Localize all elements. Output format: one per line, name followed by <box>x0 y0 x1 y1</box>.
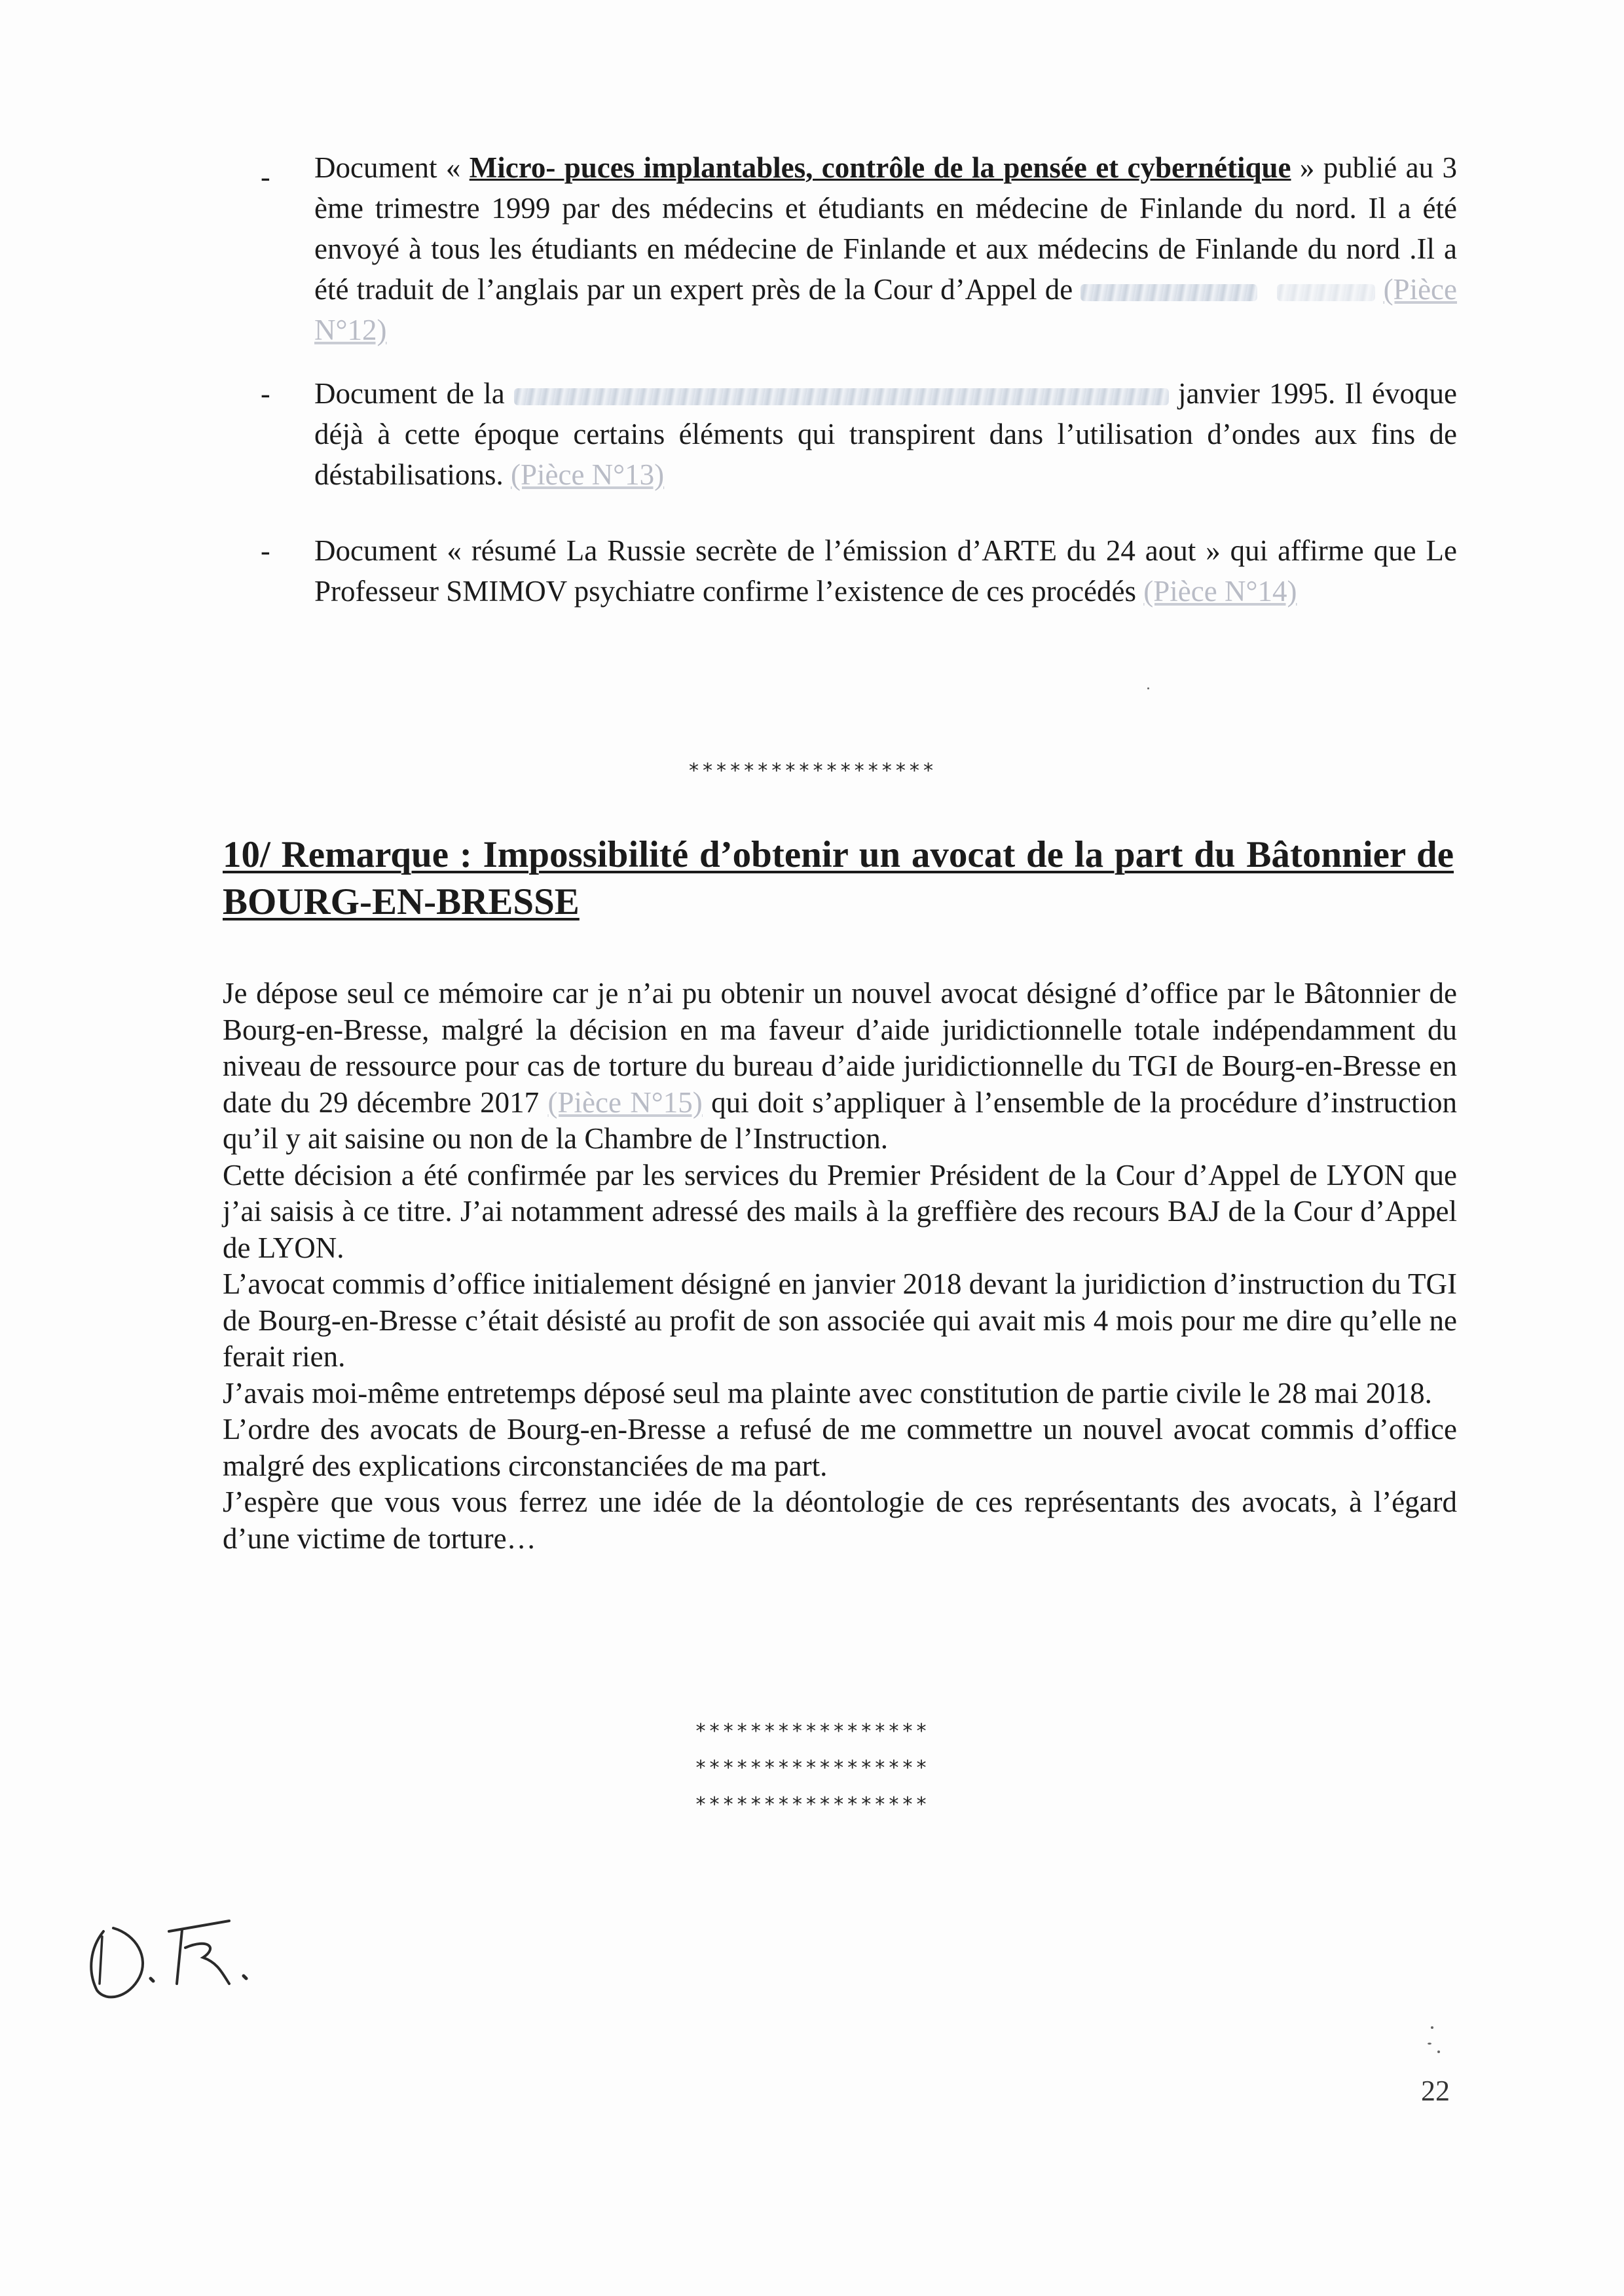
paragraph <box>223 975 1457 1157</box>
redacted-text <box>1277 284 1375 301</box>
signature-initials <box>77 1886 274 2016</box>
paragraph: Cette décision a été confirmée par les services du Premier Président de la Cour d’Appel de LYON que j’ai saisis à ce titre. J’ai notamment adressé des mails à la greffière des recours BAJ de la Cour d’Appel de LYON. <box>223 1158 1457 1264</box>
paragraph: L’ordre des avocats de Bourg-en-Bresse a refusé de me commettre un nouvel avocat commis d’office malgré des explications circonstanciées de ma part. <box>223 1413 1457 1482</box>
separator-stars: ***************** <box>694 1793 930 1816</box>
bullet-dash: - <box>261 378 270 410</box>
paragraph: L’avocat commis d’office initialement désigné en janvier 2018 devant la juridiction d’instruction du TGI de Bourg-en-Bresse c’était désisté au profit de son associée qui avait mis 4 mois pour me dire qu’elle ne ferait rien. <box>223 1267 1457 1373</box>
bullet-text <box>314 373 1457 495</box>
scan-speck <box>1431 2026 1433 2029</box>
bullet-description: janvier 1995. Il évoque déjà à cette époque certains éléments qui transpirent dans l’utilisation d’ondes aux fins de déstabilisations. <box>314 377 1458 491</box>
bullet-description: » publié au 3 ème trimestre 1999 par des médecins et étudiants en médecine de Finlande du nord. Il a été envoyé à tous les étudiants en médecine de Finlande et aux médecins de Finlande du nord .Il a été traduit de l’anglais par un expert près de la Cour d’Appel de <box>314 151 1457 306</box>
scan-speck <box>1147 687 1149 689</box>
paragraph: J’avais moi-même entretemps déposé seul ma plainte avec constitution de partie civile le 28 mai 2018. <box>223 1376 1432 1410</box>
redacted-text <box>1080 284 1257 301</box>
separator-stars: ****************** <box>688 759 936 782</box>
bullet-dash: - <box>261 161 270 193</box>
bullet-prefix: Document de la <box>314 377 514 410</box>
exhibit-reference: (Pièce N°14) <box>1143 575 1297 608</box>
bullet-description: Document « résumé La Russie secrète de l’émission d’ARTE du 24 aout » qui affirme que Le Professeur SMIMOV psychiatre confirme l’existence de ces procédés <box>314 534 1457 608</box>
redacted-text <box>514 388 1169 405</box>
bullet-dash: - <box>261 535 270 567</box>
scan-speck <box>1428 2043 1431 2045</box>
document-title: Micro- puces implantables, contrôle de la pensée et cybernétique <box>469 151 1291 184</box>
separator-stars: ***************** <box>694 1757 930 1779</box>
exhibit-reference: (Pièce N°15) <box>547 1085 703 1119</box>
bullet-text <box>314 530 1457 611</box>
paragraph-text: Je dépose seul ce mémoire car je n’ai pu obtenir un nouvel avocat désigné d’office par le Bâtonnier de Bourg-en-Bresse, malgré la décision en ma faveur d’aide juridictionnelle totale indépendamment du niveau de ressource pour cas de torture du bureau d’aide juridictionnelle du TGI de Bourg-en-Bresse en date du 29 décembre 2017 <box>223 977 1457 1119</box>
body-text <box>223 975 1457 1557</box>
exhibit-reference: (Pièce N°12) <box>314 273 1457 346</box>
exhibit-reference: (Pièce N°13) <box>510 458 665 491</box>
section-heading: 10/ Remarque : Impossibilité d’obtenir un avocat de la part du Bâtonnier de BOURG-EN-BRESSE <box>223 834 1454 922</box>
scan-speck <box>1437 2050 1440 2053</box>
page-number: 22 <box>1421 2075 1450 2107</box>
paragraph: J’espère que vous vous ferrez une idée de la déontologie de ces représentants des avocats, à l’égard d’une victime de torture… <box>223 1485 1457 1555</box>
separator-stars: ***************** <box>694 1720 930 1743</box>
bullet-prefix: Document « <box>314 151 470 184</box>
paragraph-text: qui doit s’appliquer à l’ensemble de la procédure d’instruction qu’il y ait saisine ou non de la Chambre de l’Instruction. <box>223 1085 1457 1155</box>
bullet-text <box>314 147 1457 350</box>
